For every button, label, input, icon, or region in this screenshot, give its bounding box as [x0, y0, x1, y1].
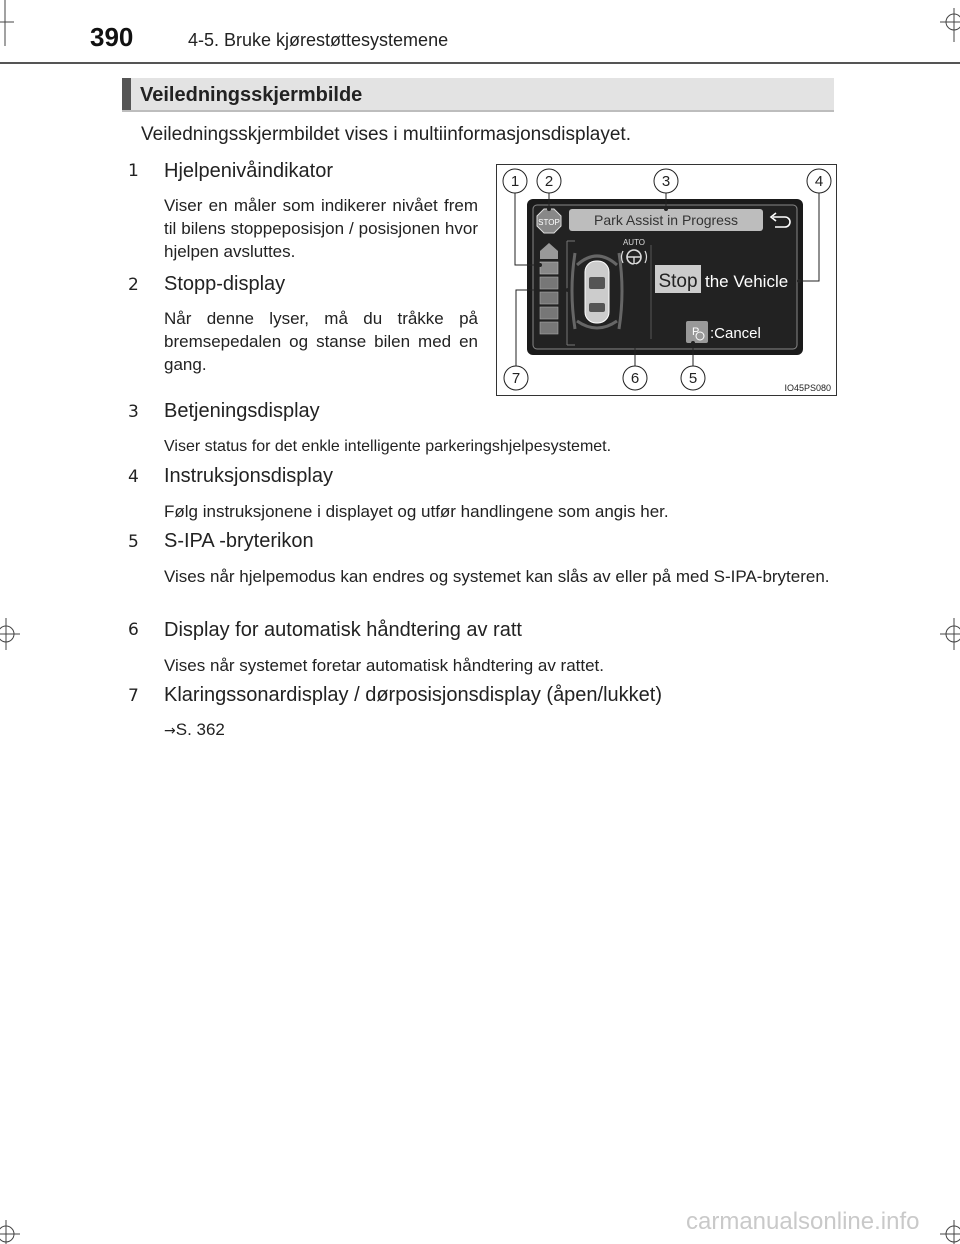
status-text: Park Assist in Progress: [594, 212, 738, 228]
item-3-title: Betjeningsdisplay: [164, 400, 320, 422]
item-1-title: Hjelpenivåindikator: [164, 160, 333, 182]
item-2-desc: Når denne lyser, må du tråkke på bremsepedalen og stanse bilen med en gang.: [164, 309, 478, 374]
item-7-title: Klaringssonardisplay / dørposisjonsdisplay (åpen/lukket): [164, 684, 663, 706]
item-5-number: 5: [128, 532, 139, 552]
item-7-number: 7: [128, 686, 139, 706]
item-7-ref[interactable]: [164, 718, 225, 743]
item-6-desc: Vises når systemet foretar automatisk håndtering av rattet.: [164, 656, 605, 675]
item-4-desc: Følg instruksjonene i displayet og utfør handlingene som angis her.: [164, 502, 669, 521]
watermark: carmanualsonline.info: [686, 1208, 920, 1235]
item-6-title: Display for automatisk håndtering av ratt: [164, 619, 522, 641]
heading-accent: [122, 78, 131, 110]
switch-letter: P: [692, 326, 700, 338]
stop-badge-text: STOP: [538, 218, 560, 227]
crop-mark-mid-left: [0, 614, 28, 654]
item-1-desc: Viser en måler som indikerer nivået frem til bilens stoppeposisjon / posisjonen hvor hjelpen avsluttes.: [164, 196, 478, 261]
arrow-right-icon: →: [164, 723, 176, 739]
crop-mark-bottom-left: [0, 1210, 28, 1244]
section-heading-bar: [122, 78, 834, 112]
instruction-highlight: Stop: [658, 271, 698, 292]
callout-3: 3: [661, 173, 671, 190]
item-4-number: 4: [128, 467, 139, 487]
callout-6: 6: [630, 370, 640, 387]
item-3-number: 3: [128, 402, 139, 422]
callout-5: 5: [688, 370, 698, 387]
item-5-title: S-IPA -bryterikon: [164, 530, 314, 552]
item-2-title: Stopp-display: [164, 273, 286, 295]
crop-mark-mid-right: [932, 614, 960, 654]
guidance-screen-svg: [497, 165, 836, 395]
callout-2: 2: [544, 173, 554, 190]
page-reference: S. 362: [175, 720, 225, 739]
crop-mark-bottom-right: [932, 1210, 960, 1244]
callout-7: 7: [511, 370, 521, 387]
crop-mark-top-right: [932, 8, 960, 48]
item-6-number: 6: [128, 620, 139, 640]
header-rule: [0, 62, 960, 64]
callout-1: 1: [510, 173, 520, 190]
item-4-title: Instruksjonsdisplay: [164, 465, 333, 487]
callout-4: 4: [814, 173, 824, 190]
cancel-text: :Cancel: [710, 325, 761, 342]
intro-text: Veiledningsskjermbildet vises i multiinformasjonsdisplayet.: [141, 124, 631, 145]
page-number: 390: [90, 22, 134, 52]
crop-mark-top-left: [0, 0, 20, 46]
figure-code: IO45PS080: [784, 383, 831, 393]
item-2-number: 2: [128, 275, 139, 295]
item-5-desc: Vises når hjelpemodus kan endres og systemet kan slås av eller på med S-IPA-bryteren.: [164, 567, 830, 586]
guidance-screen-figure: [496, 164, 837, 396]
auto-label: AUTO: [622, 238, 646, 247]
item-1-number: 1: [128, 161, 139, 181]
section-heading: Veiledningsskjermbilde: [140, 84, 363, 106]
section-title: 4-5. Bruke kjørestøttesystemene: [188, 30, 449, 50]
item-3-desc: Viser status for det enkle intelligente parkeringshjelpesystemet.: [164, 438, 612, 455]
instruction-text: the Vehicle: [705, 272, 789, 291]
